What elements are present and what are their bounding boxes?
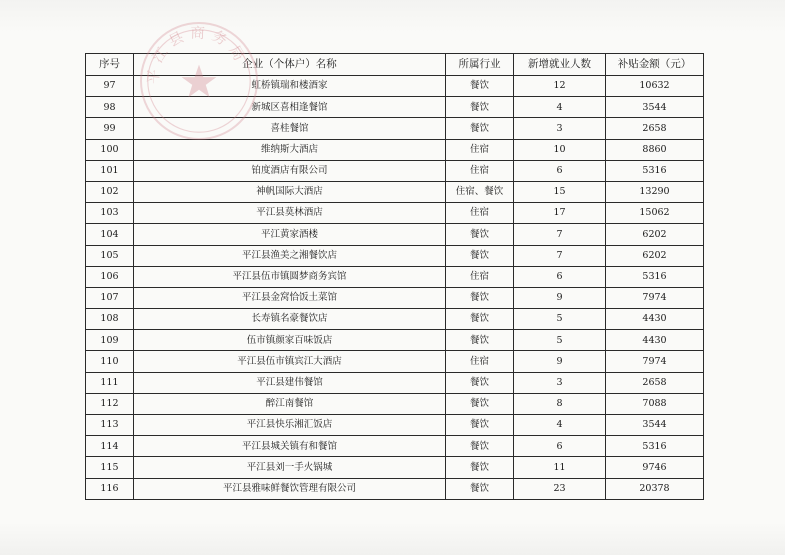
table-row [86,160,704,181]
cell-industry: 餐饮 [446,224,514,245]
cell-new-employees: 5 [514,330,606,351]
table-row [86,97,704,118]
cell-seq: 110 [86,351,134,372]
cell-industry: 餐饮 [446,287,514,308]
cell-subsidy: 7974 [606,351,704,372]
svg-text:平江县商务局: 平江县商务局 [145,25,250,85]
table-row [86,436,704,457]
table-row [86,372,704,393]
cell-name: 喜桂餐馆 [134,118,446,139]
cell-subsidy: 6202 [606,245,704,266]
table-row [86,76,704,97]
cell-new-employees: 6 [514,266,606,287]
table-row [86,287,704,308]
cell-name: 神帆国际大酒店 [134,181,446,202]
cell-subsidy: 7974 [606,287,704,308]
table-row [86,415,704,436]
cell-seq: 101 [86,160,134,181]
cell-subsidy: 3544 [606,415,704,436]
cell-new-employees: 7 [514,224,606,245]
cell-seq: 103 [86,203,134,224]
cell-seq: 100 [86,139,134,160]
cell-name: 新城区喜相逢餐馆 [134,97,446,118]
cell-new-employees: 17 [514,203,606,224]
cell-industry: 餐饮 [446,393,514,414]
cell-seq: 113 [86,415,134,436]
cell-name: 平江县莫林酒店 [134,203,446,224]
table-row [86,181,704,202]
cell-subsidy: 5316 [606,436,704,457]
cell-seq: 98 [86,97,134,118]
cell-name: 平江县伍市镇宾江大酒店 [134,351,446,372]
cell-industry: 餐饮 [446,330,514,351]
table-row [86,139,704,160]
cell-subsidy: 5316 [606,160,704,181]
cell-subsidy: 2658 [606,118,704,139]
subsidy-table [85,53,704,500]
cell-subsidy: 10632 [606,76,704,97]
table-row [86,309,704,330]
header-subsidy: 补贴金额（元） [606,54,704,76]
cell-new-employees: 9 [514,287,606,308]
cell-industry: 餐饮 [446,457,514,478]
cell-industry: 餐饮 [446,415,514,436]
cell-seq: 99 [86,118,134,139]
cell-new-employees: 6 [514,436,606,457]
cell-new-employees: 12 [514,76,606,97]
header-seq: 序号 [86,54,134,76]
cell-name: 伍市镇颜家百味饭店 [134,330,446,351]
table-row [86,245,704,266]
cell-industry: 住宿 [446,351,514,372]
cell-subsidy: 6202 [606,224,704,245]
cell-seq: 105 [86,245,134,266]
cell-new-employees: 10 [514,139,606,160]
cell-name: 平江县渔美之湘餐饮店 [134,245,446,266]
cell-industry: 餐饮 [446,436,514,457]
cell-industry: 住宿 [446,160,514,181]
cell-name: 虹桥镇瑞和楼酒家 [134,76,446,97]
cell-subsidy: 7088 [606,393,704,414]
cell-new-employees: 7 [514,245,606,266]
table-row [86,118,704,139]
cell-industry: 住宿 [446,139,514,160]
cell-new-employees: 9 [514,351,606,372]
table-row [86,457,704,478]
cell-new-employees: 3 [514,372,606,393]
cell-subsidy: 4430 [606,330,704,351]
cell-industry: 餐饮 [446,478,514,499]
cell-industry: 住宿、餐饮 [446,181,514,202]
cell-seq: 108 [86,309,134,330]
cell-industry: 餐饮 [446,97,514,118]
cell-name: 平江黄家酒楼 [134,224,446,245]
table-header-row [86,54,704,76]
cell-subsidy: 13290 [606,181,704,202]
table-row [86,393,704,414]
cell-seq: 115 [86,457,134,478]
cell-seq: 107 [86,287,134,308]
cell-name: 平江县城关镇有和餐馆 [134,436,446,457]
cell-name: 平江县快乐湘汇饭店 [134,415,446,436]
cell-new-employees: 11 [514,457,606,478]
cell-seq: 102 [86,181,134,202]
cell-seq: 109 [86,330,134,351]
table-row [86,203,704,224]
header-new-employees: 新增就业人数 [514,54,606,76]
cell-subsidy: 3544 [606,97,704,118]
cell-name: 长寿镇名豪餐饮店 [134,309,446,330]
cell-new-employees: 15 [514,181,606,202]
cell-industry: 餐饮 [446,76,514,97]
header-industry: 所属行业 [446,54,514,76]
cell-new-employees: 6 [514,160,606,181]
cell-new-employees: 8 [514,393,606,414]
cell-new-employees: 4 [514,97,606,118]
cell-name: 平江县刘一手火锅城 [134,457,446,478]
cell-seq: 111 [86,372,134,393]
cell-name: 铂度酒店有限公司 [134,160,446,181]
cell-new-employees: 3 [514,118,606,139]
cell-industry: 住宿 [446,203,514,224]
cell-new-employees: 5 [514,309,606,330]
cell-seq: 97 [86,76,134,97]
cell-industry: 住宿 [446,266,514,287]
cell-seq: 116 [86,478,134,499]
cell-name: 平江县伍市镇圆梦商务宾馆 [134,266,446,287]
cell-seq: 104 [86,224,134,245]
cell-name: 平江县雅味鲜餐饮管理有限公司 [134,478,446,499]
cell-subsidy: 15062 [606,203,704,224]
cell-subsidy: 4430 [606,309,704,330]
table-body [86,76,704,500]
table-row [86,266,704,287]
cell-subsidy: 8860 [606,139,704,160]
cell-seq: 106 [86,266,134,287]
cell-name: 平江县建伟餐馆 [134,372,446,393]
cell-subsidy: 2658 [606,372,704,393]
cell-seq: 112 [86,393,134,414]
cell-name: 平江县金窝恰饭土菜馆 [134,287,446,308]
cell-industry: 餐饮 [446,118,514,139]
table-row [86,351,704,372]
cell-name: 醉江南餐馆 [134,393,446,414]
cell-new-employees: 4 [514,415,606,436]
cell-new-employees: 23 [514,478,606,499]
cell-subsidy: 9746 [606,457,704,478]
cell-industry: 餐饮 [446,309,514,330]
cell-industry: 餐饮 [446,245,514,266]
cell-industry: 餐饮 [446,372,514,393]
table-row [86,330,704,351]
header-name: 企业（个体户）名称 [134,54,446,76]
cell-name: 维纳斯大酒店 [134,139,446,160]
cell-seq: 114 [86,436,134,457]
cell-subsidy: 20378 [606,478,704,499]
cell-subsidy: 5316 [606,266,704,287]
table-row [86,478,704,499]
table-row [86,224,704,245]
